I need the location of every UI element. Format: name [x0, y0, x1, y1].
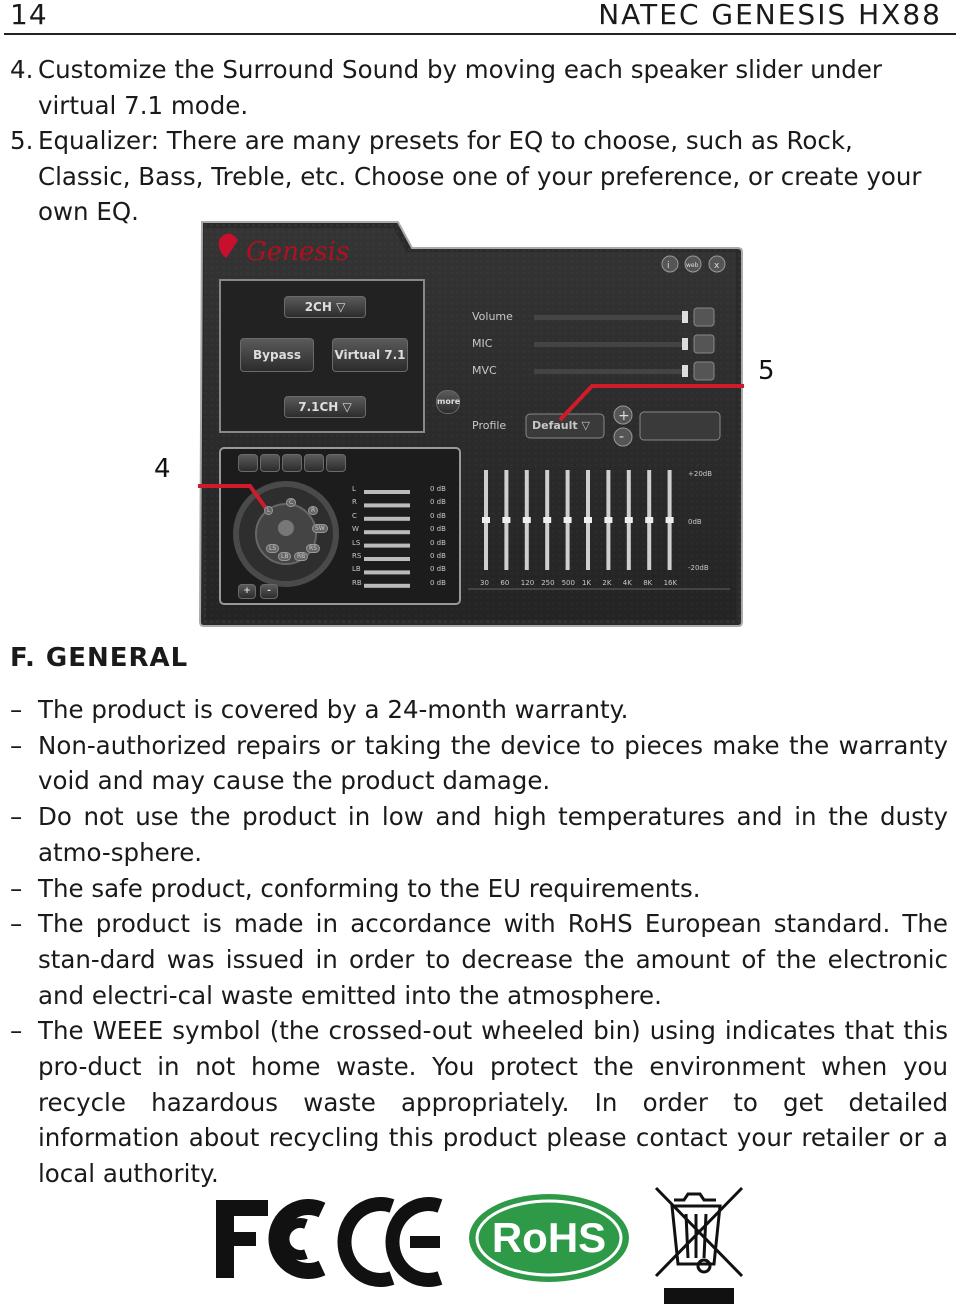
channel-label: LB	[352, 565, 361, 574]
weee-bar	[664, 1288, 734, 1304]
headphone-icon[interactable]	[282, 454, 302, 472]
channel-label: C	[352, 511, 357, 520]
virtual-71-button[interactable]: Virtual 7.1	[332, 338, 408, 372]
channel-label: LS	[352, 538, 361, 547]
channel-label: W	[352, 525, 359, 534]
minus-button[interactable]: -	[260, 584, 278, 599]
software-screenshot	[198, 218, 744, 628]
channel-db: 0 dB	[430, 498, 446, 507]
speaker-node[interactable]: RB	[294, 552, 308, 561]
bullet-item: – The product is covered by a 24-month warranty.	[10, 695, 629, 724]
speaker-node[interactable]: L	[264, 506, 273, 515]
channel-db: 0 dB	[430, 485, 446, 493]
bypass-button[interactable]: Bypass	[240, 338, 314, 372]
speaker-test-icon[interactable]	[304, 454, 324, 472]
web-label: web	[686, 262, 699, 269]
svg-text:+: +	[618, 408, 630, 424]
channel-label: L	[352, 485, 356, 493]
channel-slider[interactable]	[364, 503, 410, 507]
eq-freq-label: 1K	[582, 579, 592, 587]
step-4	[10, 52, 950, 123]
app-window	[198, 218, 744, 628]
channel-db: 0 dB	[430, 511, 446, 520]
eq-freq-label: 500	[561, 579, 575, 587]
channel-db: 0 dB	[430, 538, 446, 547]
eq-freq-label: 120	[520, 579, 535, 587]
channel-slider[interactable]	[364, 544, 410, 548]
eq-scale-label: +20dB	[688, 470, 713, 478]
eq-scale-label: -20dB	[688, 564, 709, 572]
eq-scale-label: 0dB	[688, 518, 702, 526]
channel-db: 0 dB	[430, 525, 446, 534]
speaker-node[interactable]: LS	[266, 544, 279, 553]
eq-freq-label: 4K	[622, 579, 632, 587]
callout-4: 4	[154, 454, 171, 484]
undo-icon[interactable]	[326, 454, 346, 472]
profile-label: Profile	[472, 419, 507, 432]
document-title: NATEC GENESIS HX88	[598, 0, 942, 31]
volume-label: Volume	[472, 310, 513, 323]
section-title: F. GENERAL	[10, 643, 189, 673]
volume-speaker-icon[interactable]	[694, 308, 714, 326]
bullet-item: – Non-authorized repairs or taking the device to pieces make the warranty void and may cause the product damage.	[10, 730, 948, 796]
mvc-label: MVC	[472, 364, 497, 377]
certification-logos	[0, 1180, 960, 1310]
mode-2ch-select[interactable]: 2CH ▽	[284, 296, 366, 318]
step-5	[10, 123, 950, 230]
channel-slider[interactable]	[364, 517, 410, 521]
step-text: Customize the Surround Sound by moving each speaker slider under virtual 7.1 mode.	[38, 55, 882, 120]
mic-label: MIC	[472, 337, 493, 350]
bullet-item: – The product is made in accordance with RoHS European standard. The stan-dard was issued in order to decrease the amount of the electronic and electri-cal waste emitted into the atmosphere.	[10, 909, 948, 1010]
svg-text:RoHS: RoHS	[491, 1214, 607, 1261]
channel-slider[interactable]	[364, 570, 410, 574]
mic-slider[interactable]	[534, 342, 686, 347]
step-number: 5.	[10, 126, 34, 155]
volume-slider[interactable]	[534, 315, 686, 320]
channel-slider[interactable]	[364, 490, 410, 494]
mode-71ch-select[interactable]: 7.1CH ▽	[284, 396, 366, 418]
eq-freq-label: 60	[500, 579, 510, 587]
header-rule	[4, 33, 956, 35]
channel-db: 0 dB	[430, 552, 446, 560]
more-button[interactable]: more	[436, 390, 460, 414]
reset-icon[interactable]	[238, 454, 258, 472]
steps-list	[10, 52, 950, 230]
speaker-node[interactable]: RS	[306, 544, 320, 553]
mic-speaker-icon[interactable]	[694, 335, 714, 353]
channel-slider[interactable]	[364, 557, 410, 561]
weee-bin-icon	[656, 1188, 742, 1276]
page-number: 14	[10, 0, 48, 31]
mvc-slider[interactable]	[534, 369, 686, 374]
logo-text: Genesis	[246, 237, 350, 267]
eq-freq-label: 8K	[643, 579, 653, 587]
general-bullets	[10, 692, 948, 1192]
speaker-node[interactable]: C	[286, 498, 296, 507]
speaker-node[interactable]: LB	[278, 552, 291, 561]
info-button[interactable]	[662, 256, 678, 272]
info-label: i	[667, 261, 670, 271]
channel-slider[interactable]	[364, 584, 410, 588]
mvc-speaker-icon[interactable]	[694, 362, 714, 380]
channel-db: 0 dB	[430, 578, 446, 587]
eq-freq-label: 2K	[602, 579, 612, 587]
channel-db: 0 dB	[430, 565, 446, 574]
svg-text:-: -	[619, 429, 625, 445]
channel-label: R	[352, 498, 357, 507]
eq-freq-label: 16K	[663, 579, 678, 587]
speaker-node[interactable]: SW	[312, 524, 328, 533]
channel-label: RB	[352, 578, 362, 587]
bullet-item: – Do not use the product in low and high temperatures and in the dusty atmo-sphere.	[10, 802, 948, 867]
bullet-item: – The WEEE symbol (the crossed-out wheeled bin) using indicates that this pro-duct in not home waste. You protect the environment when you recycle hazardous waste appropriately. In order to get detailed information about recycling this product please contact your retailer or a local authority.	[10, 1016, 948, 1189]
channel-label: RS	[352, 552, 362, 560]
callout-5: 5	[758, 356, 775, 386]
speaker-node[interactable]: R	[308, 506, 318, 515]
close-label: x	[714, 261, 720, 271]
profile-name-box[interactable]	[640, 412, 720, 440]
rohs-logo	[469, 1194, 629, 1282]
ce-logo	[344, 1204, 440, 1280]
step-number: 4.	[10, 55, 34, 84]
rotate-icon[interactable]	[260, 454, 280, 472]
step-text: Equalizer: There are many presets for EQ to choose, such as Rock, Classic, Bass, Treble, etc. Choose one of your preference, or create your own EQ.	[38, 126, 922, 226]
fc-logo	[216, 1200, 322, 1278]
plus-button[interactable]: +	[238, 584, 256, 599]
bullet-item: – The safe product, conforming to the EU requirements.	[10, 873, 701, 903]
channel-slider[interactable]	[364, 530, 410, 534]
profile-value: Default ▽	[532, 419, 590, 432]
eq-freq-label: 30	[480, 579, 489, 587]
eq-freq-label: 250	[541, 579, 555, 587]
